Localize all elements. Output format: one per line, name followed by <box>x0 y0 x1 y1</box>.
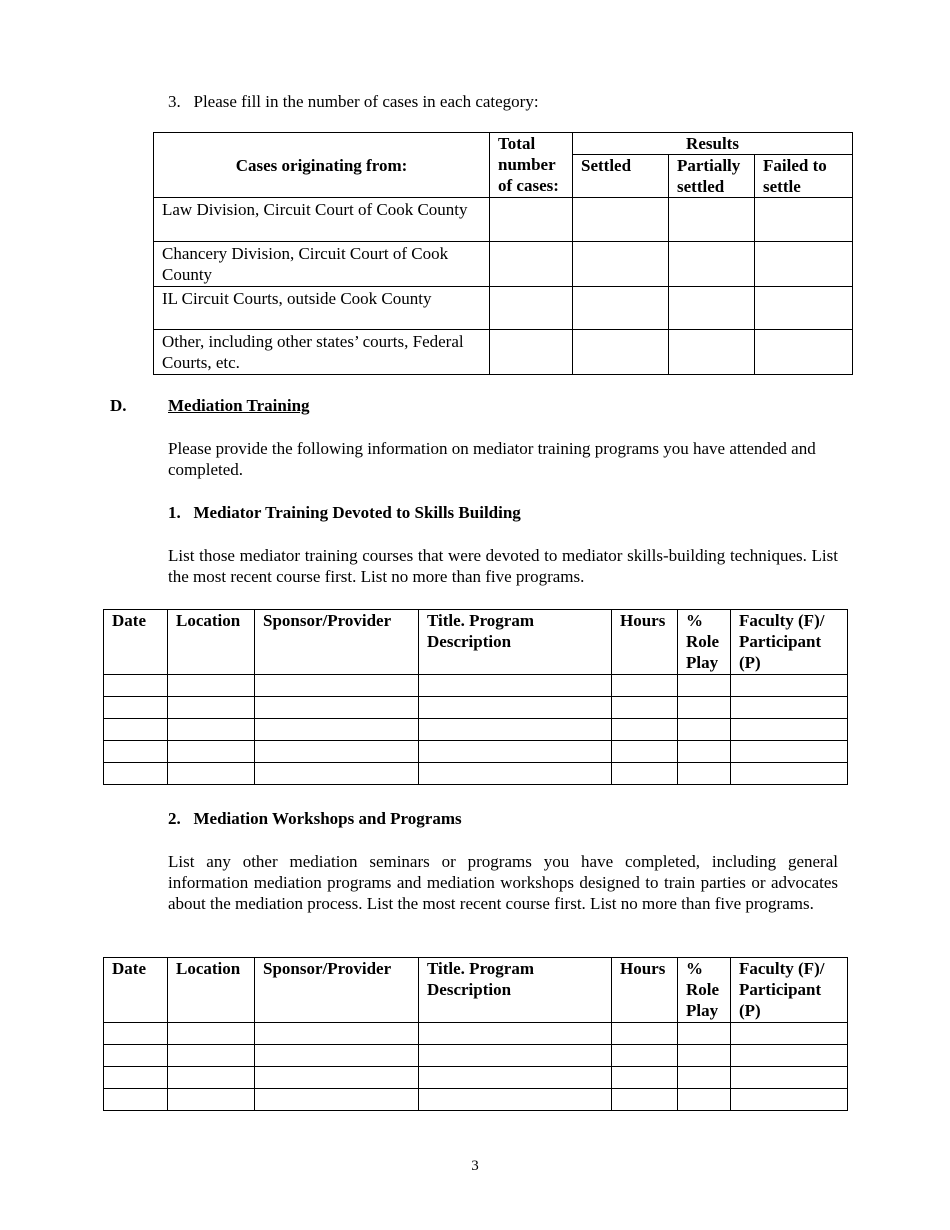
partially-input-cell[interactable] <box>669 287 755 330</box>
partially-input-cell[interactable] <box>669 242 755 287</box>
table-cell[interactable] <box>104 719 168 741</box>
table-row[interactable] <box>104 741 848 763</box>
subsection-1-text: List those mediator training courses that were devoted to mediator skills-building techniques. List the most recent course first. List no more than five programs. <box>168 546 838 586</box>
table-cell[interactable] <box>104 1089 168 1111</box>
total-input-cell[interactable] <box>490 287 573 330</box>
settled-input-cell[interactable] <box>573 198 669 242</box>
table-cell[interactable] <box>168 675 255 697</box>
table-row <box>154 330 853 375</box>
table-cell[interactable] <box>419 1045 612 1067</box>
total-input-cell[interactable] <box>490 242 573 287</box>
table-cell[interactable] <box>104 675 168 697</box>
table-cell[interactable] <box>255 719 419 741</box>
table-cell[interactable] <box>419 763 612 785</box>
workshops-table <box>103 957 848 1111</box>
table-cell[interactable] <box>612 1045 678 1067</box>
header-partially-settled: Partially settled <box>669 155 755 198</box>
table-row[interactable] <box>104 719 848 741</box>
table-cell[interactable] <box>678 697 731 719</box>
partially-input-cell[interactable] <box>669 198 755 242</box>
settled-input-cell[interactable] <box>573 330 669 375</box>
header-role-play: % Role Play <box>678 610 731 675</box>
item-3-text: Please fill in the number of cases in each category: <box>193 92 539 111</box>
subsection-2-heading: 2. Mediation Workshops and Programs <box>168 809 462 828</box>
header-settled: Settled <box>573 155 669 198</box>
table-row[interactable] <box>104 675 848 697</box>
table-cell[interactable] <box>168 1089 255 1111</box>
header-faculty-participant: Faculty (F)/ Participant (P) <box>731 958 848 1023</box>
table-cell[interactable] <box>678 763 731 785</box>
table-cell[interactable] <box>255 741 419 763</box>
table-cell[interactable] <box>678 675 731 697</box>
table-cell[interactable] <box>168 719 255 741</box>
table-cell[interactable] <box>731 1089 848 1111</box>
header-hours: Hours <box>612 610 678 675</box>
header-role-play: % Role Play <box>678 958 731 1023</box>
table-cell[interactable] <box>612 1023 678 1045</box>
table-cell[interactable] <box>612 675 678 697</box>
table-cell[interactable] <box>678 741 731 763</box>
table-cell[interactable] <box>612 1089 678 1111</box>
header-sponsor: Sponsor/Provider <box>255 610 419 675</box>
section-d-letter: D. <box>110 396 127 415</box>
table-cell[interactable] <box>168 1023 255 1045</box>
failed-input-cell[interactable] <box>755 287 853 330</box>
table-cell[interactable] <box>255 675 419 697</box>
table-cell[interactable] <box>678 1023 731 1045</box>
table-cell[interactable] <box>731 1045 848 1067</box>
table-cell[interactable] <box>104 1045 168 1067</box>
header-results: Results <box>573 133 853 155</box>
case-origin-cell: IL Circuit Courts, outside Cook County <box>154 287 490 330</box>
table-cell[interactable] <box>419 1023 612 1045</box>
table-cell[interactable] <box>678 1045 731 1067</box>
header-location: Location <box>168 958 255 1023</box>
table-cell[interactable] <box>168 741 255 763</box>
settled-input-cell[interactable] <box>573 242 669 287</box>
table-cell[interactable] <box>612 719 678 741</box>
failed-input-cell[interactable] <box>755 242 853 287</box>
header-hours: Hours <box>612 958 678 1023</box>
total-input-cell[interactable] <box>490 198 573 242</box>
partially-input-cell[interactable] <box>669 330 755 375</box>
table-cell[interactable] <box>419 675 612 697</box>
table-row[interactable] <box>104 763 848 785</box>
table-cell[interactable] <box>731 1023 848 1045</box>
header-faculty-participant: Faculty (F)/ Participant (P) <box>731 610 848 675</box>
table-cell[interactable] <box>255 1045 419 1067</box>
table-cell[interactable] <box>678 1089 731 1111</box>
case-origin-cell: Chancery Division, Circuit Court of Cook County <box>154 242 490 287</box>
table-row <box>154 242 853 287</box>
table-cell[interactable] <box>419 1089 612 1111</box>
table-row[interactable] <box>104 697 848 719</box>
table-cell[interactable] <box>168 1067 255 1089</box>
header-date: Date <box>104 610 168 675</box>
table-cell[interactable] <box>419 1067 612 1089</box>
table-row[interactable] <box>104 1045 848 1067</box>
table-cell[interactable] <box>612 697 678 719</box>
table-cell[interactable] <box>104 1023 168 1045</box>
total-input-cell[interactable] <box>490 330 573 375</box>
table-row <box>154 198 853 242</box>
table-row[interactable] <box>104 1089 848 1111</box>
header-title-description: Title. Program Description <box>419 610 612 675</box>
table-row[interactable] <box>104 1023 848 1045</box>
header-date: Date <box>104 958 168 1023</box>
settled-input-cell[interactable] <box>573 287 669 330</box>
header-cases-origin: Cases originating from: <box>154 133 490 198</box>
table-cell[interactable] <box>612 741 678 763</box>
table-cell[interactable] <box>104 763 168 785</box>
case-origin-cell: Law Division, Circuit Court of Cook County <box>154 198 490 242</box>
table-cell[interactable] <box>255 763 419 785</box>
table-cell[interactable] <box>612 1067 678 1089</box>
table-cell[interactable] <box>731 719 848 741</box>
table-cell[interactable] <box>419 719 612 741</box>
header-failed-to-settle: Failed to settle <box>755 155 853 198</box>
failed-input-cell[interactable] <box>755 198 853 242</box>
table-cell[interactable] <box>678 719 731 741</box>
table-row[interactable] <box>104 1067 848 1089</box>
table-cell[interactable] <box>731 697 848 719</box>
header-title-description: Title. Program Description <box>419 958 612 1023</box>
case-origin-cell: Other, including other states’ courts, Federal Courts, etc. <box>154 330 490 375</box>
item-3-number: 3. <box>168 92 181 111</box>
subsection-1-heading: 1. Mediator Training Devoted to Skills Building <box>168 503 521 522</box>
table-row <box>154 287 853 330</box>
item-3 <box>168 91 539 112</box>
table-cell[interactable] <box>612 763 678 785</box>
table-cell[interactable] <box>168 763 255 785</box>
table-cell[interactable] <box>255 697 419 719</box>
table-cell[interactable] <box>678 1067 731 1089</box>
section-d-title: Mediation Training <box>168 396 310 415</box>
failed-input-cell[interactable] <box>755 330 853 375</box>
header-total-cases: Total number of cases: <box>490 133 573 198</box>
table-cell[interactable] <box>255 1067 419 1089</box>
table-cell[interactable] <box>731 1067 848 1089</box>
table-cell[interactable] <box>255 1089 419 1111</box>
cases-table <box>153 132 853 375</box>
table-cell[interactable] <box>419 741 612 763</box>
table-cell[interactable] <box>731 741 848 763</box>
table-cell[interactable] <box>731 675 848 697</box>
table-cell[interactable] <box>168 1045 255 1067</box>
table-cell[interactable] <box>104 697 168 719</box>
header-sponsor: Sponsor/Provider <box>255 958 419 1023</box>
skills-training-table <box>103 609 848 785</box>
table-cell[interactable] <box>255 1023 419 1045</box>
header-location: Location <box>168 610 255 675</box>
page-number: 3 <box>471 1158 479 1174</box>
table-cell[interactable] <box>104 1067 168 1089</box>
table-cell[interactable] <box>419 697 612 719</box>
table-cell[interactable] <box>731 763 848 785</box>
subsection-2-text: List any other mediation seminars or programs you have completed, including general information mediation programs and mediation workshops designed to train parties or advocates about the mediation process. List the most recent course first. List no more than five programs. <box>168 852 838 913</box>
section-d-intro: Please provide the following information on mediator training programs you have attended and completed. <box>168 439 816 479</box>
table-cell[interactable] <box>104 741 168 763</box>
table-cell[interactable] <box>168 697 255 719</box>
